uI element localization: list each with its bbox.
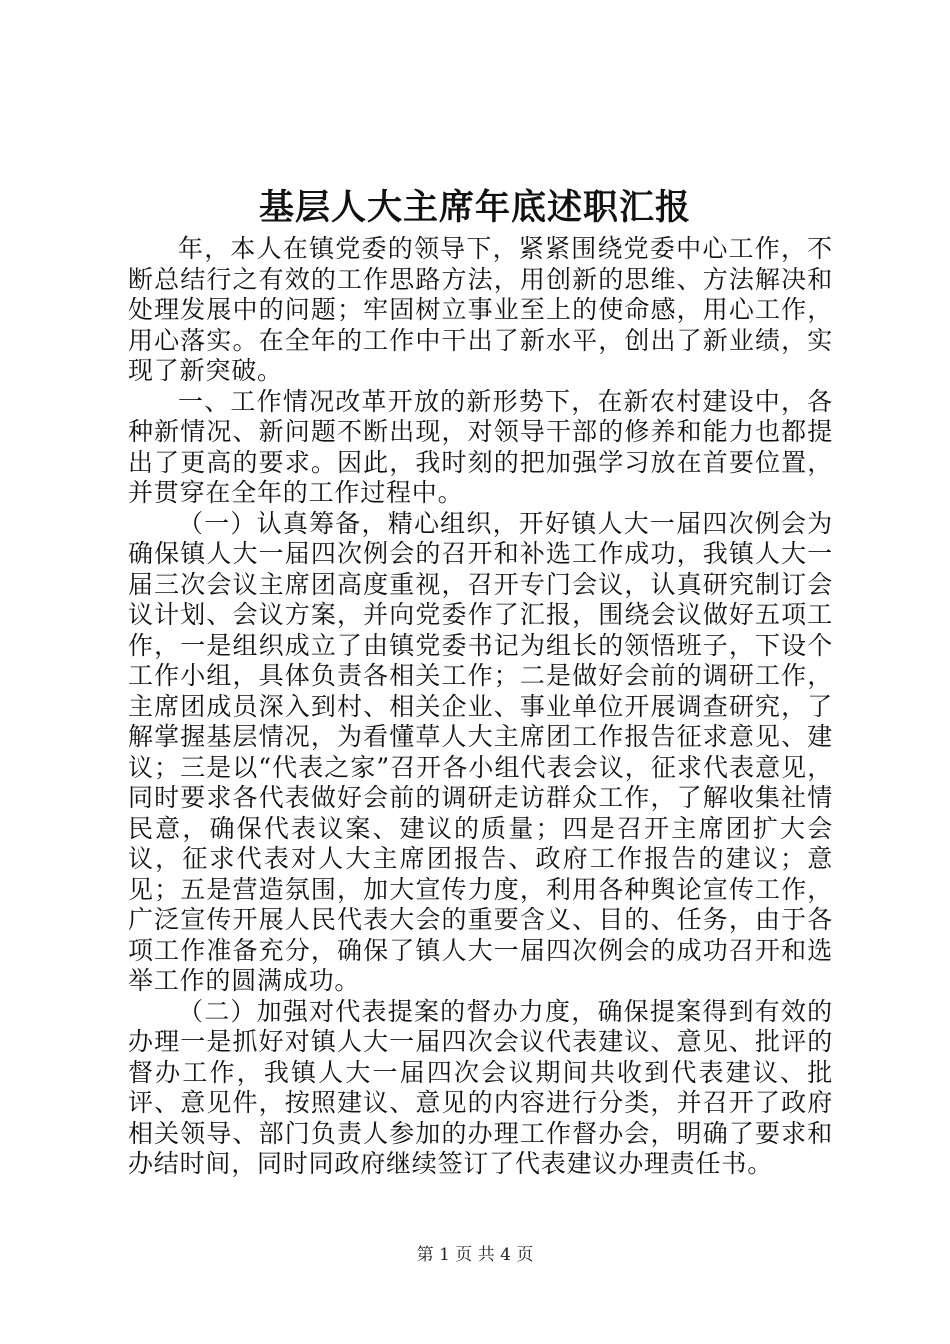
paragraph-section-1: 一、工作情况改革开放的新形势下，在新农村建设中，各种新情况、新问题不断出现，对领导干部的修养和能力也都提出了更高的要求。因此，我时刻的把加强学习放在首要位置，并贯穿在全年的工作过程中。 (128, 386, 833, 507)
document-body (128, 234, 833, 1180)
paragraph-subsection-1: （一）认真筹备，精心组织，开好镇人大一届四次例会为确保镇人大一届四次例会的召开和补选工作成功，我镇人大一届三次会议主席团高度重视，召开专门会议，认真研究制订会议计划、会议方案，并向党委作了汇报，围绕会议做好五项工作，一是组织成立了由镇党委书记为组长的领悟班子，下设个工作小组，具体负责各相关工作；二是做好会前的调研工作，主席团成员深入到村、相关企业、事业单位开展调查研究，了解掌握基层情况，为看懂草人大主席团工作报告征求意见、建议；三是以“代表之家”召开各小组代表会议，征求代表意见，同时要求各代表做好会前的调研走访群众工作，了解收集社情民意，确保代表议案、建议的质量；四是召开主席团扩大会议，征求代表对人大主席团报告、政府工作报告的建议；意见；五是营造氛围，加大宣传力度，利用各种舆论宣传工作，广泛宣传开展人民代表大会的重要含义、目的、任务，由于各项工作准备充分，确保了镇人大一届四次例会的成功召开和选举工作的圆满成功。 (128, 508, 833, 995)
document-title: 基层人大主席年底述职汇报 (258, 187, 691, 228)
paragraph-intro: 年，本人在镇党委的领导下，紧紧围绕党委中心工作，不断总结行之有效的工作思路方法，用创新的思维、方法解决和处理发展中的问题；牢固树立事业至上的使命感，用心工作，用心落实。在全年的工作中干出了新水平，创出了新业绩，实现了新突破。 (128, 234, 833, 385)
page-number-footer: 第 1 页 共 4 页 (416, 1245, 534, 1265)
paragraph-subsection-2: （二）加强对代表提案的督办力度，确保提案得到有效的办理一是抓好对镇人大一届四次会议代表建议、意见、批评的督办工作，我镇人大一届四次会议期间共收到代表建议、批评、意见件，按照建议、意见的内容进行分类，并召开了政府相关领导、部门负责人参加的办理工作督办会，明确了要求和办结时间，同时同政府继续签订了代表建议办理责任书。 (128, 996, 833, 1178)
